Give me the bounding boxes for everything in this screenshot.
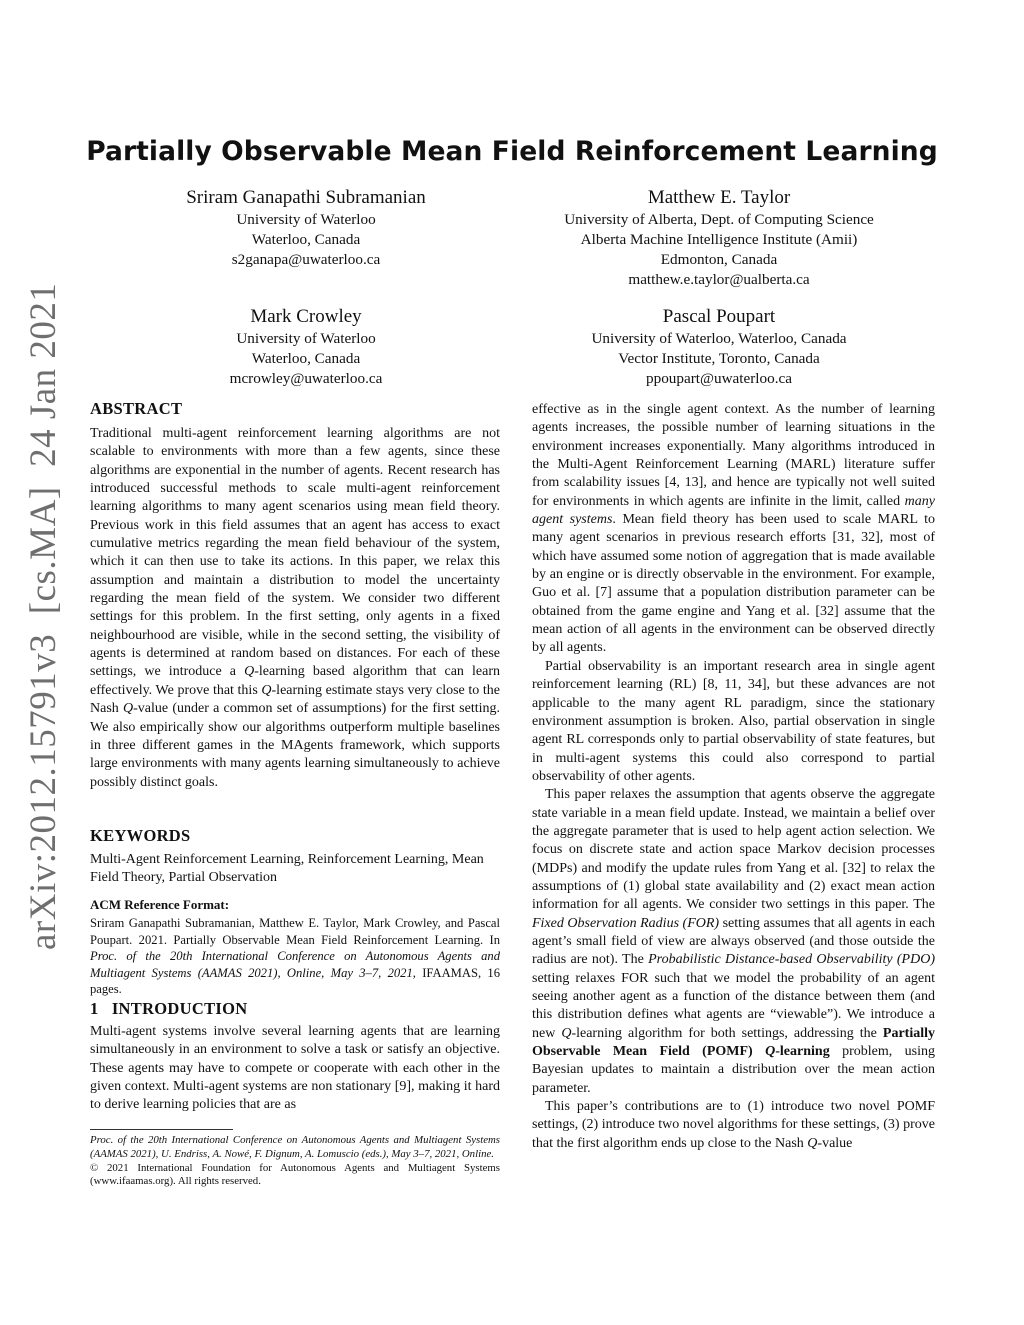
keywords-section [90,826,500,888]
paragraph: This paper’s contributions are to (1) introduce two novel POMF settings, (2) introduce two novel algorithms for these settings, (3) prove that the first algorithm ends up close to the Nash Q-value [532,1099,935,1151]
author-affiliation: Vector Institute, Toronto, Canada [618,350,820,367]
author-name: Mark Crowley [250,306,362,327]
abstract-heading: ABSTRACT [90,399,183,418]
footnote [90,1134,500,1189]
footnote-conference: Proc. of the 20th International Conference on Autonomous Agents and Multiagent Systems (AAMAS 2021), U. Endriss, A. Nowé, F. Dignum, A. Lomuscio (eds.), May 3–7, 2021, Online. [90,1134,500,1160]
author-affiliation: Alberta Machine Intelligence Institute (Amii) [580,231,858,248]
author-name: Matthew E. Taylor [647,187,791,208]
author-email: s2ganapa@uwaterloo.ca [231,251,381,268]
author-block-3 [90,305,522,389]
author-block-2 [505,186,933,290]
author-affiliation: University of Alberta, Dept. of Computing Science [564,211,874,228]
footnote-divider [90,1129,233,1130]
abstract-section [90,399,500,792]
author-affiliation: University of Waterloo, Waterloo, Canada [591,330,847,347]
right-column [532,401,935,1153]
author-block-1 [90,186,522,270]
footnote-copyright: © 2021 International Foundation for Autonomous Agents and Multiagent Systems (www.ifaamas.org). All rights reserved. [90,1161,500,1188]
keywords-heading: KEYWORDS [90,826,191,845]
author-email: ppoupart@uwaterloo.ca [646,370,792,387]
acm-reference-text: Sriram Ganapathi Subramanian, Matthew E. Taylor, Mark Crowley, and Pascal Poupart. 2021. Partially Observable Mean Field Reinforcement Learning. In Proc. of the 20th International Conference on Autonomous Agents and Multiagent Systems (AAMAS 2021), Online, May 3–7, 2021, IFAAMAS, 16 pages. [90,916,500,997]
introduction-text: Multi-agent systems involve several learning agents that are learning simultaneously in an environment to solve a task or satisfy an objective. These agents may have to compete or cooperate with each other in the given context. Multi-agent systems are non stationary [9], making it hard to derive learning policies that are as [90,1024,500,1113]
paper-title: Partially Observable Mean Field Reinforcement Learning [86,136,938,167]
arxiv-identifier: arXiv:2012.15791v3 [cs.MA] 24 Jan 2021 [23,282,64,950]
introduction-heading: 1 INTRODUCTION [90,999,248,1018]
acm-reference [90,896,500,998]
author-location: Waterloo, Canada [251,350,361,367]
author-email: mcrowley@uwaterloo.ca [229,370,383,387]
abstract-text: Traditional multi-agent reinforcement learning algorithms are not scalable to environments with more than a few agents, since these algorithms are exponential in the number of agents. Recent research has introduced successful methods to scale multi-agent reinforcement learning algorithms to many agent scenarios using mean field theory. Previous work in this field assumes that an agent has access to exact cumulative metrics regarding the mean field behaviour of the system, which it can then use to take its actions. In this paper, we relax this assumption and maintain a distribution to model the uncertainty regarding the mean field of the system. We consider two different settings for this problem. In the first setting, only agents in a fixed neighbourhood are visible, while in the second setting, the visibility of agents is determined at random based on distances. For each of these settings, we introduce a Q-learning based algorithm that can learn effectively. We prove that this Q-learning estimate stays very close to the Nash Q-value (under a common set of assumptions) for the first setting. We also empirically show our algorithms outperform multiple baselines in three different games in the MAgents framework, which supports large environments with many agents learning simultaneously to achieve possibly distinct goals. [90,426,500,790]
introduction-section [90,999,500,1115]
keywords-text: Multi-Agent Reinforcement Learning, Reinforcement Learning, Mean Field Theory, Partial Observation [90,852,484,886]
author-location: Waterloo, Canada [251,231,361,248]
author-location: Edmonton, Canada [660,251,778,268]
paragraph: Partial observability is an important research area in single agent reinforcement learning (RL) [8, 11, 34], but these advances are not applicable to the many agent RL paradigm, since the stationary environment assumption is broken. Also, partial observation in single agent RL corresponds only to partial observability of state features, but in multi-agent systems this could also correspond to partial observability of other agents. [532,658,935,784]
paragraph: This paper relaxes the assumption that agents observe the aggregate state variable in a mean field update. Instead, we maintain a belief over the aggregate parameter that is used to help agent action selection. We focus on discrete state and action space Markov decision processes (MDPs) and modify the update rules from Yang et al. [32] to relax the assumptions of (1) global state availability and (2) exact mean action information for all agents. We consider two settings in this paper. The Fixed Observation Radius (FOR) setting assumes that all agents in each agent’s small field of view are always observed (and those outside the radius are not). The Probabilistic Distance-based Observability (PDO) setting relaxes FOR such that we model the probability of an agent seeing another agent as a function of the distance between them (and this distribution defines what agents are “viewable”). We introduce a new Q-learning algorithm for both settings, addressing the Partially Observable Mean Field (POMF) Q-learning problem, using Bayesian updates to maintain a distribution over the mean action parameter. [532,787,935,1096]
author-name: Pascal Poupart [662,306,776,327]
author-email: matthew.e.taylor@ualberta.ca [628,271,810,288]
author-block-4 [505,305,933,389]
author-name: Sriram Ganapathi Subramanian [186,187,426,208]
author-affiliation: University of Waterloo [236,330,376,347]
author-affiliation: University of Waterloo [236,211,376,228]
paragraph: effective as in the single agent context. As the number of learning agents increases, the possible number of learning situations in the environment increases exponentially. Many algorithms introduced in the Multi-Agent Reinforcement Learning (MARL) literature suffer from scalability issues [4, 13], and hence are typically not well suited for environments in which agents are infinite in the limit, called many agent systems. Mean field theory has been used to scale MARL to many agent scenarios in previous research efforts [31, 32], most of which have assumed some notion of aggregation that is made available by an engine or is directly observable in the environment. For example, Guo et al. [7] assume that a population distribution parameter can be obtained from the game engine and Yang et al. [32] assume that the mean action of all agents in the environment can be observed directly by all agents. [532,402,935,656]
acm-reference-heading: ACM Reference Format: [90,897,230,912]
